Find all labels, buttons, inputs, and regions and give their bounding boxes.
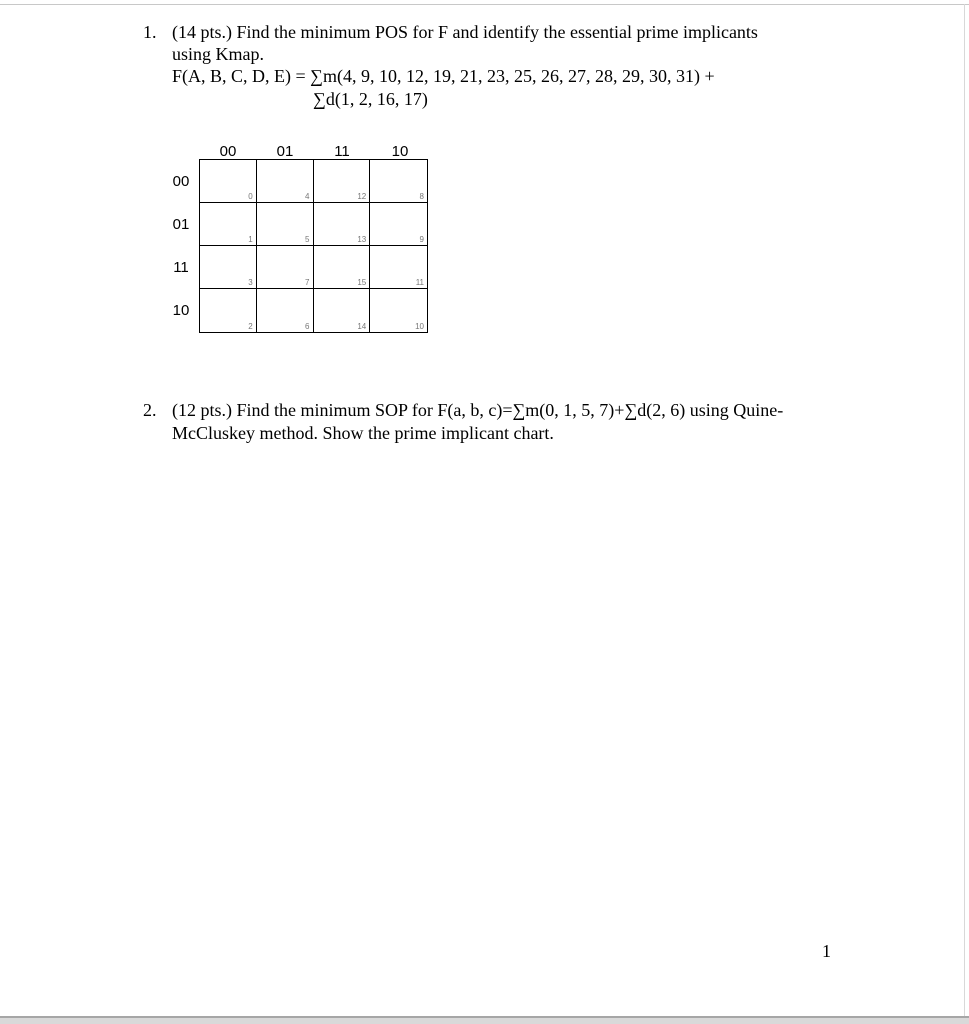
- karnaugh-map: [199, 159, 428, 333]
- kmap-row-label-11: 11: [173, 259, 189, 276]
- question-1-line-1: (14 pts.) Find the minimum POS for F and identify the essential prime implicants: [172, 22, 758, 42]
- kmap-cell: [314, 203, 371, 246]
- kmap-col-label-11: 11: [334, 143, 350, 160]
- question-1-function: F(A, B, C, D, E) = ∑m(4, 9, 10, 12, 19, 21, 23, 25, 26, 27, 28, 29, 30, 31) +: [172, 66, 715, 86]
- kmap-col-label-00: 00: [219, 143, 237, 160]
- kmap-cell-index: 13: [357, 235, 367, 244]
- kmap-cell-index: 10: [415, 322, 424, 331]
- kmap-row-label-10: 10: [172, 302, 190, 319]
- kmap-cell-index: 0: [248, 192, 253, 201]
- kmap-col-label-10: 10: [391, 143, 409, 160]
- kmap-cell-index: 3: [248, 278, 253, 287]
- kmap-cell: [200, 203, 257, 246]
- kmap-cell: [200, 289, 257, 332]
- kmap-cell: [314, 246, 371, 289]
- kmap-cell: [314, 289, 371, 332]
- kmap-cell-index: 9: [419, 235, 424, 244]
- kmap-cell-index: 6: [305, 322, 310, 331]
- kmap-cell-index: 11: [415, 278, 424, 287]
- kmap-cell-index: 7: [305, 278, 310, 287]
- top-divider: [0, 4, 969, 5]
- kmap-cell: [370, 246, 427, 289]
- kmap-cell-index: 15: [357, 278, 367, 287]
- question-2-line-2: McCluskey method. Show the prime implicant chart.: [172, 423, 554, 443]
- kmap-cell-index: 14: [357, 322, 367, 331]
- kmap-cell: [370, 289, 427, 332]
- kmap-cell: [257, 203, 314, 246]
- kmap-cell: [200, 160, 257, 203]
- kmap-cell: [314, 160, 371, 203]
- kmap-cell: [370, 203, 427, 246]
- kmap-cell-index: 1: [248, 235, 253, 244]
- kmap-cell-index: 5: [305, 235, 310, 244]
- question-1-dont-cares: ∑d(1, 2, 16, 17): [313, 89, 428, 109]
- kmap-row-label-00: 00: [172, 173, 190, 190]
- kmap-cell: [370, 160, 427, 203]
- kmap-cell-index: 8: [419, 192, 424, 201]
- kmap-cell: [257, 289, 314, 332]
- kmap-cell-index: 2: [248, 322, 253, 331]
- bottom-scroll-edge: [0, 1016, 969, 1024]
- question-1-number: 1.: [143, 22, 157, 42]
- kmap-col-label-01: 01: [276, 143, 294, 160]
- page-number: 1: [822, 941, 831, 961]
- right-border: [964, 4, 965, 1016]
- question-2-number: 2.: [143, 400, 157, 420]
- question-2-line-1: (12 pts.) Find the minimum SOP for F(a, b, c)=∑m(0, 1, 5, 7)+∑d(2, 6) using Quine-: [172, 400, 784, 420]
- kmap-row-label-01: 01: [172, 216, 190, 233]
- question-1-line-2: using Kmap.: [172, 44, 264, 64]
- kmap-cell-index: 12: [357, 192, 367, 201]
- kmap-cell-index: 4: [305, 192, 310, 201]
- kmap-cell: [200, 246, 257, 289]
- kmap-cell: [257, 160, 314, 203]
- kmap-cell: [257, 246, 314, 289]
